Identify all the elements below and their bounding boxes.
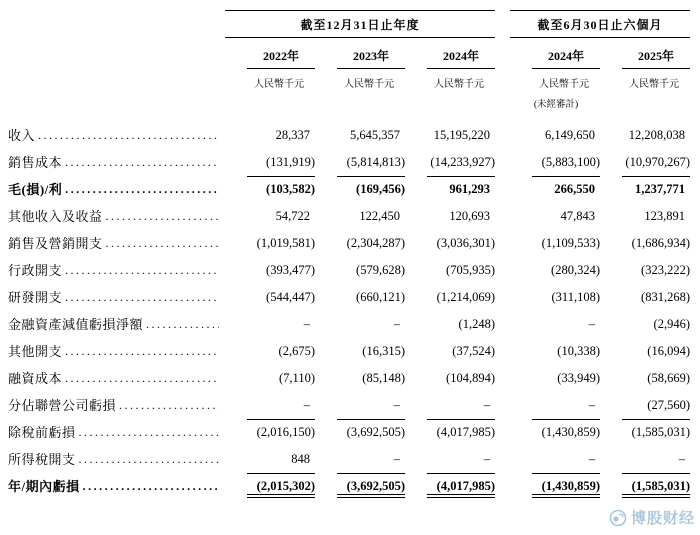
value-cell: (169,456) xyxy=(315,176,405,203)
value-cell: – xyxy=(678,452,685,466)
dot-leader xyxy=(38,122,219,149)
unit-header-label: 人民幣千元 xyxy=(539,79,589,90)
table-row xyxy=(8,203,690,230)
value-cell: (311,108) xyxy=(551,290,600,304)
year-header-label: 2023年 xyxy=(337,47,405,69)
value-cell: 120,693 xyxy=(449,209,490,223)
table-row xyxy=(8,419,690,446)
dot-leader xyxy=(79,419,219,446)
value-cell: 28,337 xyxy=(275,128,310,142)
year-header xyxy=(510,47,600,69)
table-row xyxy=(8,311,690,338)
row-label: 除稅前虧損 xyxy=(8,425,76,440)
row-label: 毛(損)/利 xyxy=(8,182,63,197)
header-spacer xyxy=(8,74,225,92)
table-row xyxy=(8,149,690,176)
row-label-col xyxy=(8,365,225,392)
row-label-col xyxy=(8,257,225,284)
value-cell: (544,447) xyxy=(266,290,315,304)
value-cell: (103,582) xyxy=(225,176,315,203)
value-cell: (7,110) xyxy=(279,371,315,385)
table-row xyxy=(8,473,690,500)
value-cell: (14,233,927) xyxy=(430,155,495,169)
value-cell: (5,814,813) xyxy=(346,155,405,169)
value-cell: (1,109,533) xyxy=(541,236,600,250)
year-header xyxy=(405,47,495,69)
weibo-eye-icon xyxy=(609,509,627,527)
value-cell: (85,148) xyxy=(362,371,405,385)
row-label-col xyxy=(8,203,225,230)
dot-leader xyxy=(65,257,219,284)
dot-leader xyxy=(106,203,219,230)
value-cell: (131,919) xyxy=(266,155,315,169)
header-spacer xyxy=(8,47,225,69)
dot-leader xyxy=(65,338,219,365)
period-group-interim-label: 截至6月30日止六個月 xyxy=(537,18,663,32)
unaudited-note xyxy=(405,94,495,108)
value-cell: (280,324) xyxy=(551,263,600,277)
value-cell: (10,338) xyxy=(557,344,600,358)
value-cell: (831,268) xyxy=(641,290,690,304)
period-group-annual xyxy=(225,10,495,38)
table-row xyxy=(8,122,690,149)
row-label: 金融資產減值虧損淨額 xyxy=(8,317,144,332)
unaudited-note xyxy=(315,94,405,108)
table-row xyxy=(8,230,690,257)
value-cell: (660,121) xyxy=(356,290,405,304)
value-cell: – xyxy=(588,317,595,331)
value-cell: (16,094) xyxy=(647,344,690,358)
table-row xyxy=(8,446,690,473)
year-header-row xyxy=(8,47,690,69)
row-label: 銷售成本 xyxy=(8,155,63,170)
row-label: 研發開支 xyxy=(8,290,63,305)
value-cell: (1,585,031) xyxy=(600,473,690,500)
unaudited-note-row xyxy=(8,94,690,108)
year-header-label: 2024年 xyxy=(427,47,495,69)
row-label-col xyxy=(8,284,225,311)
year-header-label: 2024年 xyxy=(532,47,600,69)
dot-leader xyxy=(83,473,219,500)
header-spacer xyxy=(8,10,225,38)
value-cell: (2,675) xyxy=(278,344,315,358)
value-cell: – xyxy=(303,398,310,412)
value-cell: (5,883,100) xyxy=(541,155,600,169)
value-cell: 1,237,771 xyxy=(600,176,690,203)
value-cell: (27,560) xyxy=(647,398,690,412)
value-cell: (1,248) xyxy=(458,317,495,331)
value-cell: (2,946) xyxy=(653,317,690,331)
value-cell: – xyxy=(588,398,595,412)
row-label-col xyxy=(8,473,225,500)
income-statement-rows xyxy=(8,122,690,500)
value-cell: – xyxy=(483,452,490,466)
value-cell: (2,015,302) xyxy=(225,473,315,500)
value-cell: 54,722 xyxy=(275,209,310,223)
value-cell: (1,214,069) xyxy=(436,290,495,304)
dot-leader xyxy=(146,311,219,338)
value-cell: (10,970,267) xyxy=(625,155,690,169)
value-cell: – xyxy=(483,398,490,412)
dot-leader xyxy=(65,284,219,311)
unit-header xyxy=(510,74,600,92)
value-cell: (104,894) xyxy=(446,371,495,385)
row-label: 收入 xyxy=(8,128,36,143)
value-cell: 5,645,357 xyxy=(350,128,400,142)
watermark-text: 博股财经 xyxy=(630,510,695,527)
period-group-interim xyxy=(510,10,690,38)
row-label-col xyxy=(8,122,225,149)
value-cell: (3,692,505) xyxy=(315,419,405,446)
year-header xyxy=(600,47,690,69)
unit-header-label: 人民幣千元 xyxy=(629,79,679,90)
dot-leader xyxy=(119,392,219,419)
row-label-col xyxy=(8,311,225,338)
period-group-annual-label: 截至12月31日止年度 xyxy=(300,18,420,32)
dot-leader xyxy=(79,446,219,473)
value-cell: 15,195,220 xyxy=(433,128,490,142)
table-row xyxy=(8,392,690,419)
year-header xyxy=(315,47,405,69)
unaudited-note xyxy=(600,94,690,108)
year-header xyxy=(225,47,315,69)
value-cell: 47,843 xyxy=(560,209,595,223)
year-header-label: 2022年 xyxy=(247,47,315,69)
value-cell: (3,692,505) xyxy=(315,473,405,500)
value-cell: – xyxy=(393,452,400,466)
value-cell: (1,585,031) xyxy=(600,419,690,446)
value-cell: 6,149,650 xyxy=(545,128,595,142)
row-label: 融資成本 xyxy=(8,371,63,386)
row-label: 所得稅開支 xyxy=(8,452,76,467)
value-cell: 266,550 xyxy=(510,176,600,203)
unit-header-row xyxy=(8,74,690,92)
value-cell: (33,949) xyxy=(557,371,600,385)
value-cell: – xyxy=(303,317,310,331)
year-header-label: 2025年 xyxy=(622,47,690,69)
row-label-col xyxy=(8,176,225,203)
row-label-col xyxy=(8,338,225,365)
value-cell: – xyxy=(588,452,595,466)
dot-leader xyxy=(106,230,219,257)
unit-header xyxy=(405,74,495,92)
value-cell: (2,016,150) xyxy=(225,419,315,446)
value-cell: (58,669) xyxy=(647,371,690,385)
value-cell: 123,891 xyxy=(644,209,685,223)
value-cell: (4,017,985) xyxy=(405,473,495,500)
watermark xyxy=(609,507,695,528)
row-label: 分佔聯營公司虧損 xyxy=(8,398,117,413)
value-cell: (37,524) xyxy=(452,344,495,358)
row-label: 其他開支 xyxy=(8,344,63,359)
unit-header xyxy=(225,74,315,92)
row-label-col xyxy=(8,392,225,419)
value-cell: (323,222) xyxy=(641,263,690,277)
value-cell: (1,430,859) xyxy=(510,473,600,500)
row-label-col xyxy=(8,446,225,473)
value-cell: (705,935) xyxy=(446,263,495,277)
value-cell: (579,628) xyxy=(356,263,405,277)
unit-header xyxy=(315,74,405,92)
value-cell: (3,036,301) xyxy=(436,236,495,250)
unaudited-note xyxy=(510,94,600,108)
row-label: 年/期內虧損 xyxy=(8,479,80,494)
value-cell: – xyxy=(393,317,400,331)
unaudited-note xyxy=(225,94,315,108)
value-cell: 961,293 xyxy=(405,176,495,203)
row-label: 其他收入及收益 xyxy=(8,209,103,224)
value-cell: 122,450 xyxy=(359,209,400,223)
value-cell: (4,017,985) xyxy=(405,419,495,446)
row-label: 銷售及營銷開支 xyxy=(8,236,103,251)
value-cell: (1,430,859) xyxy=(510,419,600,446)
value-cell: (2,304,287) xyxy=(346,236,405,250)
row-label-col xyxy=(8,419,225,446)
period-group-header-row xyxy=(8,10,690,38)
value-cell: 848 xyxy=(291,452,310,466)
group-gap xyxy=(495,10,510,38)
table-row xyxy=(8,338,690,365)
value-cell: (1,686,934) xyxy=(631,236,690,250)
table-row xyxy=(8,365,690,392)
unaudited-note-label: (未經審計) xyxy=(533,100,579,110)
dot-leader xyxy=(65,149,219,176)
value-cell: (16,315) xyxy=(362,344,405,358)
dot-leader xyxy=(65,176,219,203)
row-label-col xyxy=(8,230,225,257)
unit-header xyxy=(600,74,690,92)
value-cell: 12,208,038 xyxy=(628,128,685,142)
row-label-col xyxy=(8,149,225,176)
unit-header-label: 人民幣千元 xyxy=(434,79,484,90)
table-row xyxy=(8,257,690,284)
value-cell: – xyxy=(393,398,400,412)
header-spacer xyxy=(8,94,225,108)
value-cell: (393,477) xyxy=(266,263,315,277)
row-label: 行政開支 xyxy=(8,263,63,278)
table-row xyxy=(8,284,690,311)
unit-header-label: 人民幣千元 xyxy=(254,79,304,90)
value-cell: (1,019,581) xyxy=(256,236,315,250)
table-row xyxy=(8,176,690,203)
dot-leader xyxy=(65,365,219,392)
unit-header-label: 人民幣千元 xyxy=(344,79,394,90)
